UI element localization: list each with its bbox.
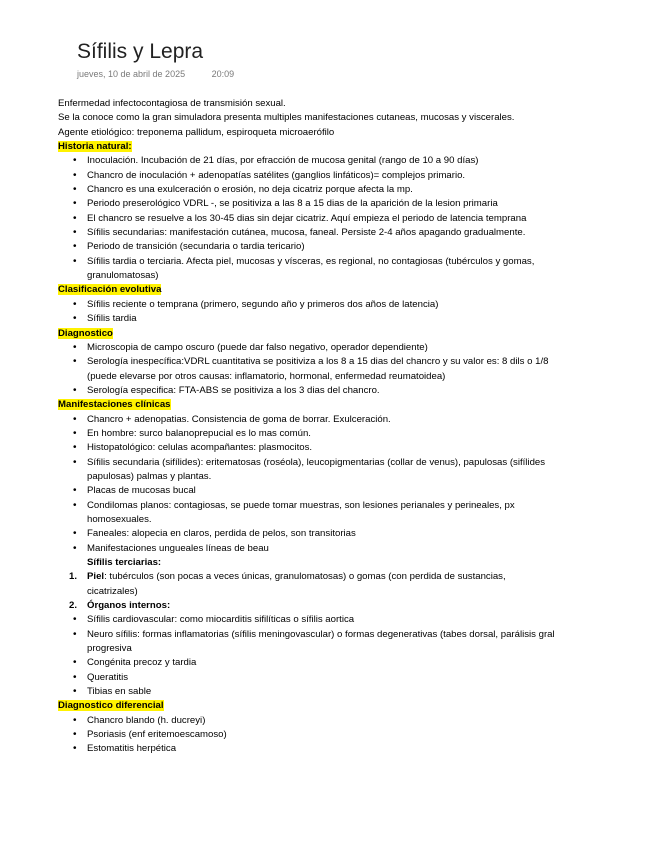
section-heading-historia: Historia natural:: [58, 141, 132, 153]
item-number: 2.: [69, 600, 78, 612]
list-item: • En hombre: surco balanoprepucial es lo mas común.: [58, 427, 558, 441]
page-date: jueves, 10 de abril de 2025: [77, 69, 186, 79]
page-time: 20:09: [211, 69, 235, 79]
item-bold: Piel: [87, 571, 105, 583]
list-item: • Serología especifica: FTA-ABS se positiviza a los 3 dias del chancro.: [58, 384, 558, 398]
section-heading-clasificacion: Clasificación evolutiva: [58, 284, 162, 296]
list-item: • Queratitis: [58, 671, 558, 685]
list-item: • Congénita precoz y tardia: [58, 656, 558, 670]
list-item: • Sífilis secundarias: manifestación cutánea, mucosa, faneal. Persiste 2-4 años apagando gradualmente.: [58, 226, 558, 240]
list-item: • Sífilis tardia: [58, 312, 558, 326]
list-item: • Neuro sífilis: formas inflamatorias (sífilis meningovascular) o formas degenerativas (tabes dorsal, parálisis gral progresiva: [58, 628, 558, 657]
list-item: • Condilomas planos: contagiosas, se puede tomar muestras, son lesiones perianales y perineales, px homosexuales.: [58, 499, 558, 528]
list-item: • Placas de mucosas bucal: [58, 484, 558, 498]
list-item: • Chancro de inoculación + adenopatías satélites (ganglios linfáticos)= complejos primario.: [58, 169, 558, 183]
item-bold: Órganos internos:: [87, 600, 171, 612]
intro-line: Enfermedad infectocontagiosa de transmisión sexual.: [58, 98, 286, 109]
list-item: • Faneales: alopecia en claros, perdida de pelos, son transitorias: [58, 527, 558, 541]
terciarias-list: [58, 570, 558, 613]
list-item: • Inoculación. Incubación de 21 días, por efracción de mucosa genital (rango de 10 a 90 días): [58, 154, 558, 168]
list-item: • Periodo preserológico VDRL -, se positiviza a las 8 a 15 dias de la aparición de la lesion primaria: [58, 197, 558, 211]
section-heading-diferencial: Diagnostico diferencial: [58, 700, 164, 712]
list-item: • Chancro + adenopatias. Consistencia de goma de borrar. Exulceración.: [58, 413, 558, 427]
list-item: • Psoriasis (enf eritemoescamoso): [58, 728, 558, 742]
note-body[interactable]: [58, 97, 558, 757]
item-number: 1.: [69, 571, 78, 583]
list-item: • Sífilis secundaria (sifílides): eritematosas (roséola), leucopigmentarias (collar de venus), papulosas (sifílides papulosas) palmas y plantas.: [58, 456, 558, 485]
intro-line: Agente etiológico: treponema pallidum, espiroqueta microaerófilo: [58, 126, 335, 138]
list-item: • El chancro se resuelve a los 30-45 dias sin dejar cicatriz. Aquí empieza el periodo de latencia temprana: [58, 212, 558, 226]
list-item: • Periodo de transición (secundaria o tardia tericario): [58, 240, 558, 254]
terciarias-subheading: Sífilis terciarias:: [87, 557, 162, 568]
list-item: • Microscopia de campo oscuro (puede dar falso negativo, operador dependiente): [58, 341, 558, 355]
item-text: : tubérculos (son pocas a veces únicas, granulomatosas) o gomas (con perdida de sustancias, cicatrizales): [87, 571, 506, 597]
list-item: • Sífilis cardiovascular: como miocarditis sifilíticas o sífilis aortica: [58, 613, 558, 627]
numbered-item: [58, 599, 558, 613]
page-title: Sífilis y Lepra: [77, 40, 204, 63]
list-item: • Sífilis tardia o terciaria. Afecta piel, mucosas y vísceras, es regional, no contagiosas (tubérculos y gomas, granulomatosas): [58, 255, 558, 284]
list-item: • Chancro blando (h. ducreyi): [58, 714, 558, 728]
diagnostico-list: [58, 341, 558, 398]
list-item: • Tibias en sable: [58, 685, 558, 699]
intro-line: Se la conoce como la gran simuladora presenta multiples manifestaciones cutaneas, mucosas y viscerales.: [58, 112, 515, 124]
list-item: • Serología inespecífica:VDRL cuantitativa se positiviza a los 8 a 15 dias del chancro y su valor es: 8 dils o 1/8 (puede elevarse por otros causas: inflamatorio, hormonal, enfermedad reumatoidea): [58, 355, 558, 384]
list-item: • Chancro es una exulceración o erosión, no deja cicatriz porque afecta la mp.: [58, 183, 558, 197]
organos-list: [58, 613, 558, 699]
list-item: • Histopatológico: celulas acompañantes: plasmocitos.: [58, 441, 558, 455]
clasificacion-list: [58, 298, 558, 327]
page-meta: [77, 69, 234, 79]
manifestaciones-list: [58, 413, 558, 556]
list-item: • Estomatitis herpética: [58, 742, 558, 756]
list-item: • Sífilis reciente o temprana (primero, segundo año y primeros dos años de latencia): [58, 298, 558, 312]
section-heading-manifestaciones: Manifestaciones clínicas: [58, 399, 171, 411]
historia-list: [58, 154, 558, 283]
section-heading-diagnostico: Diagnostico: [58, 327, 113, 339]
numbered-item: [58, 570, 558, 599]
list-item: • Manifestaciones ungueales líneas de beau: [58, 542, 558, 556]
diferencial-list: [58, 714, 558, 757]
